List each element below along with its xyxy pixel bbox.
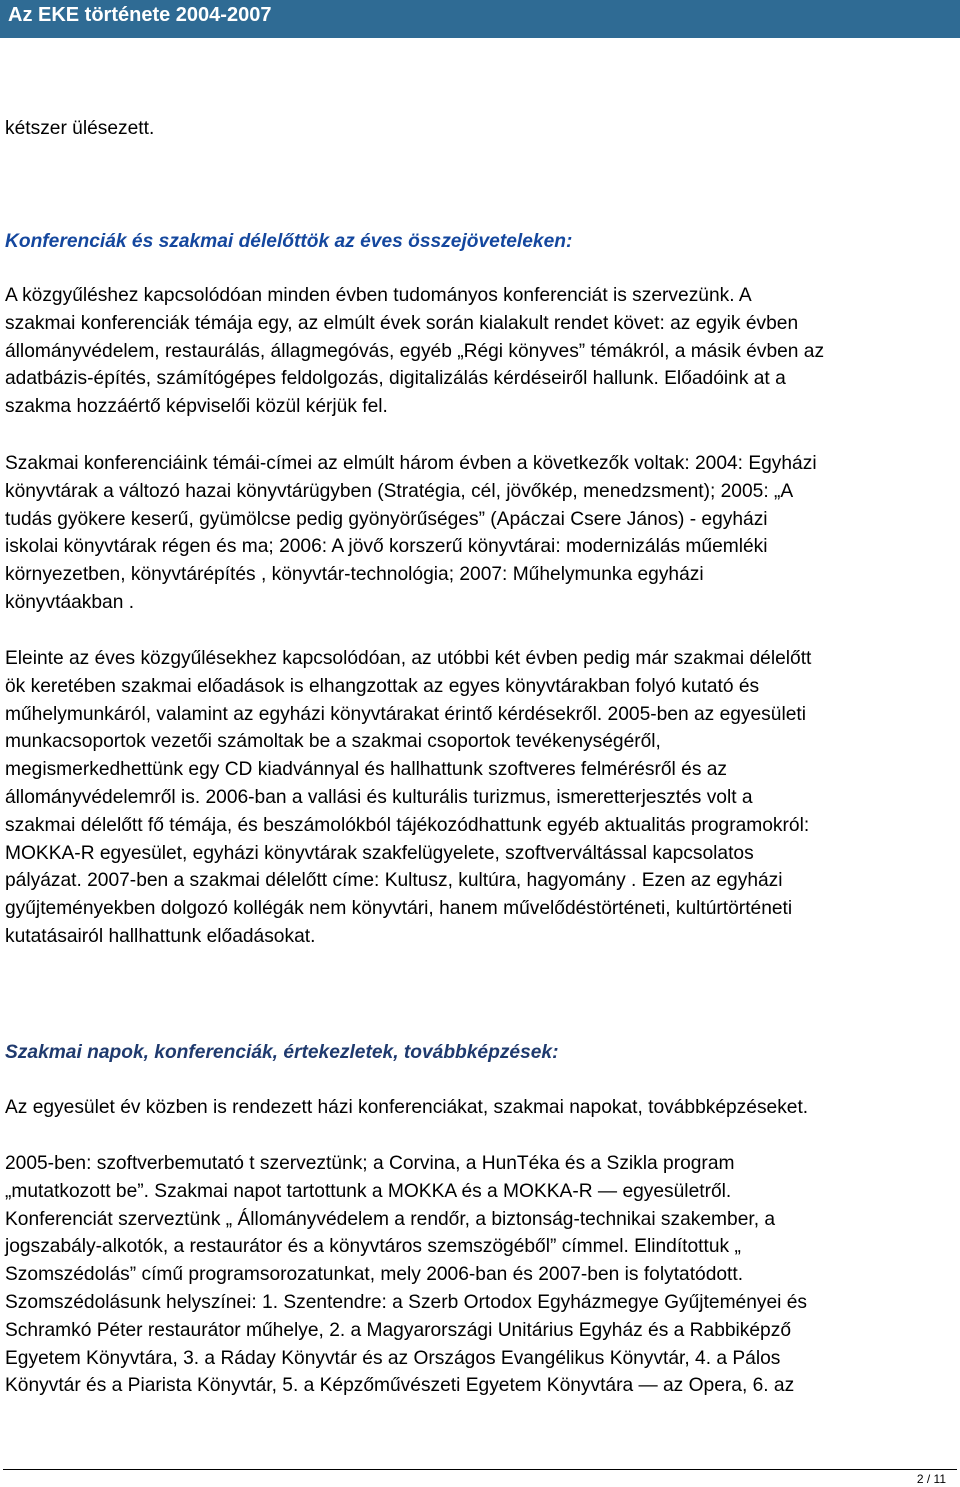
text-line: szakma hozzáértő képviselői közül kérjük fel. [5,396,388,418]
page-number: 2 / 11 [916,1472,946,1486]
intro-line [5,115,154,143]
section-heading-professional-days: Szakmai napok, konferenciák, értekezletek, továbbképzések: [5,1042,559,1063]
text-line: szakmai konferenciák témája egy, az elmúlt évek során kialakult rendet követ: az egyik évben [5,312,799,334]
text-line: A közgyűléshez kapcsolódóan minden évben tudományos konferenciát is szervezünk. A [5,285,752,306]
paragraph-conference-intro [5,282,824,421]
header-bar [0,0,960,38]
paragraph-2005-events [5,1150,807,1400]
text-line: könyvtárak a változó hazai könyvtárügyben (Stratégia, cél, jövőkép, menedzsment); 2005: „A [5,480,794,502]
text-line: kutatásairól hallhattunk előadásokat. [5,925,316,947]
text-line: Eleinte az éves közgyűlésekhez kapcsolódóan, az utóbbi két évben pedig már szakmai délelőtt [5,648,812,669]
text-line: tudás gyökere keserű, gyümölcse pedig gyönyörűséges” (Apáczai Csere János) - egyházi [5,508,768,530]
text-line: kétszer ülésezett. [5,118,155,139]
text-line: megismerkedhettünk egy CD kiadvánnyal és hallhattunk szoftveres felmérésről és az [5,759,728,781]
text-line: műhelymunkáról, valamint az egyházi könyvtárakat érintő kérdésekről. 2005-ben az egyesületi [5,703,806,725]
text-line: könyvtáakban . [5,591,135,613]
text-line: Egyetem Könyvtára, 3. a Ráday Könyvtár és az Országos Evangélikus Könyvtár, 4. a Pálos [5,1347,781,1369]
text-line: Szomszédolásunk helyszínei: 1. Szentendre: a Szerb Ortodox Egyházmegye Gyűjteményei és [5,1291,808,1313]
text-line: Szakmai konferenciáink témái-címei az elmúlt három évben a következők voltak: 2004: Egyházi [5,453,817,474]
text-line: ök keretében szakmai előadások is elhangzottak az egyes könyvtárakban folyó kutató és [5,675,760,697]
text-line: 2005-ben: szoftverbemutató t szerveztünk; a Corvina, a HunTéka és a Szikla program [5,1153,735,1174]
paragraph-conference-topics [5,450,817,617]
text-line: Konferenciát szerveztünk „ Állományvédelem a rendőr, a biztonság-technikai szakember, a [5,1208,776,1230]
text-line: Az egyesület év közben is rendezett házi konferenciákat, szakmai napokat, továbbképzéseket. [5,1097,809,1118]
text-line: adatbázis-építés, számítógépes feldolgozás, digitalizálás kérdéseiről hallunk. Előadóink at a [5,368,786,390]
footer-divider [3,1469,957,1470]
text-line: Schramkó Péter restaurátor műhelye, 2. a Magyarországi Unitárius Egyház és a Rabbiképző [5,1319,791,1341]
text-line: pályázat. 2007-ben a szakmai délelőtt címe: Kultusz, kultúra, hagyomány . Ezen az egyházi [5,870,783,892]
text-line: állományvédelem, restaurálás, állagmegóvás, egyéb „Régi könyves” témákról, a másik évben az [5,340,825,362]
paragraph-house-conferences [5,1094,808,1122]
text-line: állományvédelemről is. 2006-ban a vallási és kulturális turizmus, ismeretterjesztés volt a [5,786,753,808]
paragraph-morning-sessions [5,645,811,951]
text-line: Könyvtár és a Piarista Könyvtár, 5. a Képzőművészeti Egyetem Könyvtára — az Opera, 6. az [5,1375,795,1397]
text-line: „mutatkozott be”. Szakmai napot tartottunk a MOKKA és a MOKKA-R — egyesületről. [5,1180,732,1202]
text-line: gyűjteményekben dolgozó kollégák nem könyvtári, hanem művelődéstörténeti, kultúrtörténeti [5,898,793,920]
text-line: munkacsoportok vezetői számoltak be a szakmai csoportok tevékenységéről, [5,731,661,753]
document-title: Az EKE története 2004-2007 [8,4,272,26]
text-line: iskolai könyvtárak régen és ma; 2006: A jövő korszerű könyvtárai: modernizálás műemléki [5,536,768,558]
text-line: szakmai délelőtt fő témája, és beszámolókból tájékozódhattunk egyéb aktualitás programokról: [5,814,810,836]
text-line: jogszabály-alkotók, a restaurátor és a könyvtáros szemszögéből” címmel. Elindítottuk „ [5,1236,741,1258]
text-line: Szomszédolás” című programsorozatunkat, mely 2006-ban és 2007-ben is folytatódott. [5,1264,744,1286]
text-line: MOKKA-R egyesület, egyházi könyvtárak szakfelügyelete, szoftverváltással kapcsolatos [5,842,754,864]
section-heading-conferences: Konferenciák és szakmai délelőttök az éves összejöveteleken: [5,231,573,252]
text-line: környezetben, könyvtárépítés , könyvtár-technológia; 2007: Műhelymunka egyházi [5,564,704,586]
